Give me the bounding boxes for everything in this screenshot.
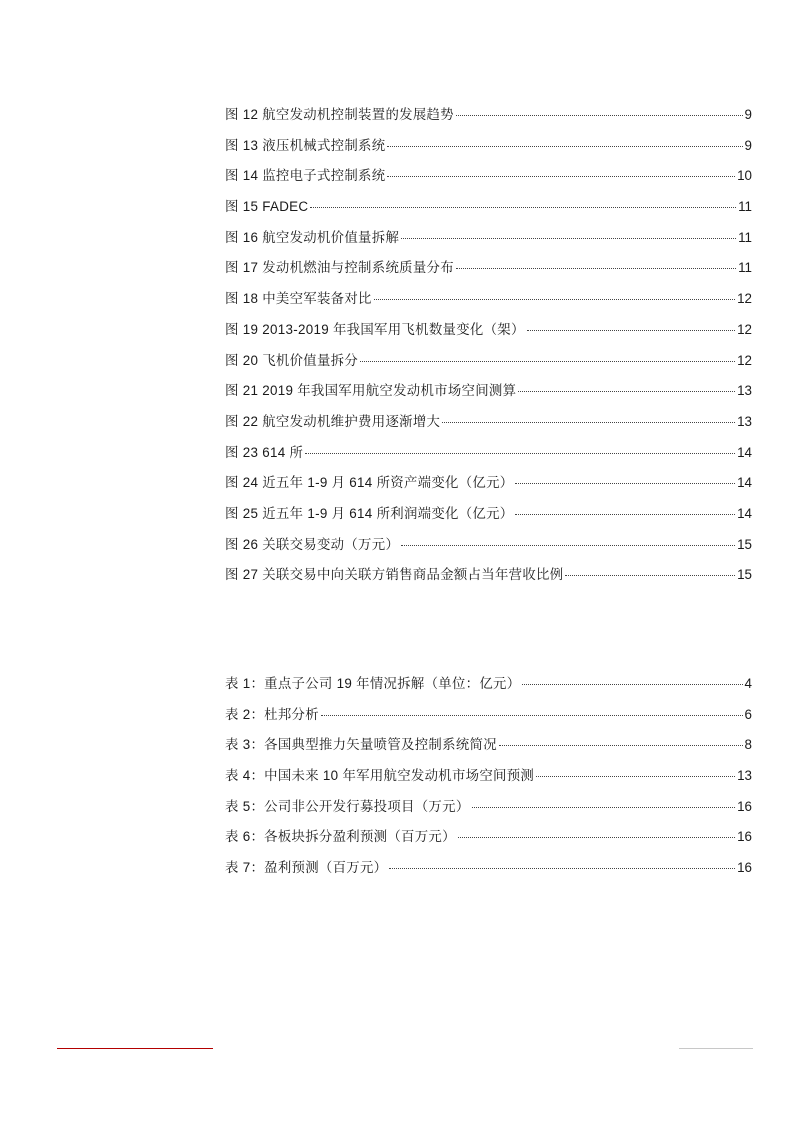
toc-page-number: 11 [738, 260, 752, 276]
figure-toc-entry[interactable] [225, 105, 752, 136]
toc-leader-dots [401, 238, 736, 239]
toc-page-number: 16 [737, 798, 752, 814]
toc-page-number: 6 [744, 706, 752, 722]
toc-page-number: 13 [737, 383, 752, 399]
toc-entry-label: 图 20 飞机价值量拆分 [225, 352, 359, 368]
toc-entry-label: 图 22 航空发动机维护费用逐渐增大 [225, 413, 441, 429]
figure-toc-entry[interactable] [225, 504, 752, 535]
toc-entry-label: 图 21 2019 年我国军用航空发动机市场空间测算 [225, 383, 517, 399]
toc-leader-dots [522, 684, 742, 685]
figure-toc-entry[interactable] [225, 473, 752, 504]
toc-leader-dots [374, 299, 735, 300]
figure-toc-entry[interactable] [225, 351, 752, 382]
toc-entry-label: 图 17 发动机燃油与控制系统质量分布 [225, 260, 454, 276]
figure-toc-entry[interactable] [225, 412, 752, 443]
tables-toc-list [225, 674, 752, 889]
table-toc-entry[interactable] [225, 735, 752, 766]
figure-toc-entry[interactable] [225, 228, 752, 259]
toc-leader-dots [536, 776, 735, 777]
toc-page-number: 10 [737, 168, 752, 184]
toc-entry-label: 表 3：各国典型推力矢量喷管及控制系统简况 [225, 737, 497, 753]
toc-page-number: 14 [737, 505, 752, 521]
toc-entry-label: 图 14 监控电子式控制系统 [225, 168, 386, 184]
figures-toc-list [225, 105, 752, 596]
toc-page-number: 9 [744, 107, 752, 122]
toc-page-number: 13 [737, 768, 752, 784]
toc-leader-dots [305, 453, 735, 454]
toc-entry-label: 图 27 关联交易中向关联方销售商品金额占当年营收比例 [225, 567, 564, 583]
table-toc-entry[interactable] [225, 827, 752, 858]
toc-entry-label: 图 12 航空发动机控制装置的发展趋势 [225, 107, 454, 122]
table-toc-entry[interactable] [225, 705, 752, 736]
toc-page-number: 14 [737, 475, 752, 491]
figure-toc-entry[interactable] [225, 166, 752, 197]
figure-toc-entry[interactable] [225, 197, 752, 228]
toc-entry-label: 图 15 FADEC [225, 199, 309, 215]
figure-toc-entry[interactable] [225, 258, 752, 289]
toc-page-number: 15 [737, 536, 752, 552]
toc-entry-label: 表 1：重点子公司 19 年情况拆解（单位：亿元） [225, 676, 521, 691]
figure-toc-entry[interactable] [225, 443, 752, 474]
toc-entry-label: 表 6：各板块拆分盈利预测（百万元） [225, 829, 456, 845]
toc-leader-dots [527, 330, 735, 331]
figure-toc-entry[interactable] [225, 320, 752, 351]
table-toc-entry[interactable] [225, 797, 752, 828]
toc-leader-dots [456, 115, 743, 116]
figure-toc-entry[interactable] [225, 381, 752, 412]
toc-page-number: 14 [737, 444, 752, 460]
figure-toc-entry[interactable] [225, 136, 752, 167]
toc-leader-dots [518, 391, 735, 392]
toc-page-number: 12 [737, 352, 752, 368]
toc-entry-label: 图 26 关联交易变动（万元） [225, 536, 400, 552]
toc-leader-dots [321, 715, 743, 716]
toc-leader-dots [472, 807, 736, 808]
toc-leader-dots [389, 868, 735, 869]
footer-accent-rule [57, 1048, 213, 1049]
toc-page-number: 9 [744, 137, 752, 153]
figure-toc-entry[interactable] [225, 535, 752, 566]
toc-leader-dots [310, 207, 736, 208]
toc-leader-dots [387, 176, 735, 177]
toc-entry-label: 图 19 2013-2019 年我国军用飞机数量变化（架） [225, 321, 525, 337]
toc-leader-dots [387, 146, 742, 147]
toc-page-number: 4 [744, 676, 752, 691]
toc-page-number: 8 [744, 737, 752, 753]
toc-entry-label: 图 13 液压机械式控制系统 [225, 137, 386, 153]
toc-page-number: 12 [737, 291, 752, 307]
toc-page-number: 13 [737, 413, 752, 429]
toc-entry-label: 图 25 近五年 1-9 月 614 所利润端变化（亿元） [225, 505, 514, 521]
figure-toc-entry[interactable] [225, 565, 752, 596]
table-toc-entry[interactable] [225, 766, 752, 797]
toc-entry-label: 图 18 中美空军装备对比 [225, 291, 372, 307]
toc-entry-label: 图 16 航空发动机价值量拆解 [225, 229, 400, 245]
toc-entry-label: 图 23 614 所 [225, 444, 304, 460]
toc-leader-dots [458, 837, 735, 838]
toc-leader-dots [442, 422, 735, 423]
toc-page-number: 15 [737, 567, 752, 583]
toc-page-number: 12 [737, 321, 752, 337]
toc-leader-dots [360, 361, 735, 362]
toc-leader-dots [515, 483, 735, 484]
toc-page-number: 11 [738, 229, 752, 245]
toc-entry-label: 表 7：盈利预测（百万元） [225, 860, 388, 876]
figure-toc-entry[interactable] [225, 289, 752, 320]
toc-entry-label: 表 4：中国未来 10 年军用航空发动机市场空间预测 [225, 768, 535, 784]
toc-entry-label: 表 5：公司非公开发行募投项目（万元） [225, 798, 470, 814]
toc-entry-label: 图 24 近五年 1-9 月 614 所资产端变化（亿元） [225, 475, 514, 491]
toc-page-number: 16 [737, 860, 752, 876]
table-toc-entry[interactable] [225, 858, 752, 889]
toc-leader-dots [401, 545, 735, 546]
toc-leader-dots [515, 514, 735, 515]
footer-rule [679, 1048, 753, 1049]
toc-leader-dots [565, 575, 735, 576]
toc-leader-dots [499, 745, 743, 746]
table-toc-entry[interactable] [225, 674, 752, 705]
toc-entry-label: 表 2：杜邦分析 [225, 706, 319, 722]
toc-page-number: 11 [738, 199, 752, 215]
toc-page-number: 16 [737, 829, 752, 845]
toc-leader-dots [456, 268, 736, 269]
